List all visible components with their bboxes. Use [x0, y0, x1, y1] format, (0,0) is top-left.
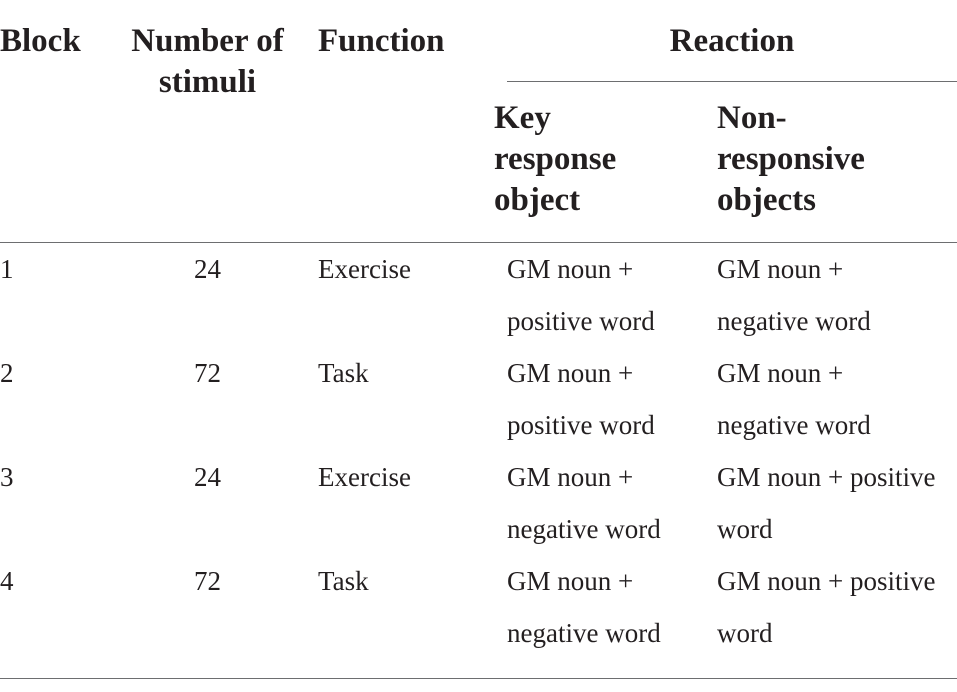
row4-non-line1: GM noun + positive: [717, 566, 936, 596]
row1-key-line1: GM noun +: [507, 254, 634, 284]
row3-key-line2: negative word: [507, 514, 661, 544]
header-key-line3: object: [494, 182, 581, 218]
row3-function: Exercise: [318, 462, 411, 492]
row2-function: Task: [318, 358, 369, 388]
row3-number: 24: [194, 462, 221, 492]
row2-key-line1: GM noun +: [507, 358, 634, 388]
header-function: Function: [318, 23, 445, 59]
header-non-line3: objects: [717, 182, 816, 218]
table-bottom-rule: [0, 678, 957, 679]
row3-block: 3: [0, 462, 14, 492]
row1-block: 1: [0, 254, 14, 284]
row1-non-line1: GM noun +: [717, 254, 844, 284]
row3-non-line1: GM noun + positive: [717, 462, 936, 492]
header-non-line2: responsive: [717, 141, 865, 177]
header-non-line1: Non-: [717, 100, 787, 136]
row1-key-line2: positive word: [507, 306, 655, 336]
row1-function: Exercise: [318, 254, 411, 284]
row3-non-line2: word: [717, 514, 773, 544]
row2-key-line2: positive word: [507, 410, 655, 440]
reaction-underline: [507, 81, 957, 82]
row2-non-line1: GM noun +: [717, 358, 844, 388]
row4-non-line2: word: [717, 618, 773, 648]
header-reaction: Reaction: [669, 23, 795, 59]
row4-number: 72: [194, 566, 221, 596]
row4-key-line2: negative word: [507, 618, 661, 648]
header-number-line1: Number of: [131, 23, 284, 59]
header-key-line1: Key: [494, 100, 551, 136]
row2-block: 2: [0, 358, 14, 388]
row4-key-line1: GM noun +: [507, 566, 634, 596]
row2-number: 72: [194, 358, 221, 388]
row3-key-line1: GM noun +: [507, 462, 634, 492]
header-key-line2: response: [494, 141, 617, 177]
row4-function: Task: [318, 566, 369, 596]
row1-non-line2: negative word: [717, 306, 871, 336]
row4-block: 4: [0, 566, 14, 596]
header-block: Block: [0, 23, 81, 59]
row1-number: 24: [194, 254, 221, 284]
row2-non-line2: negative word: [717, 410, 871, 440]
header-number-line2: stimuli: [158, 64, 257, 100]
